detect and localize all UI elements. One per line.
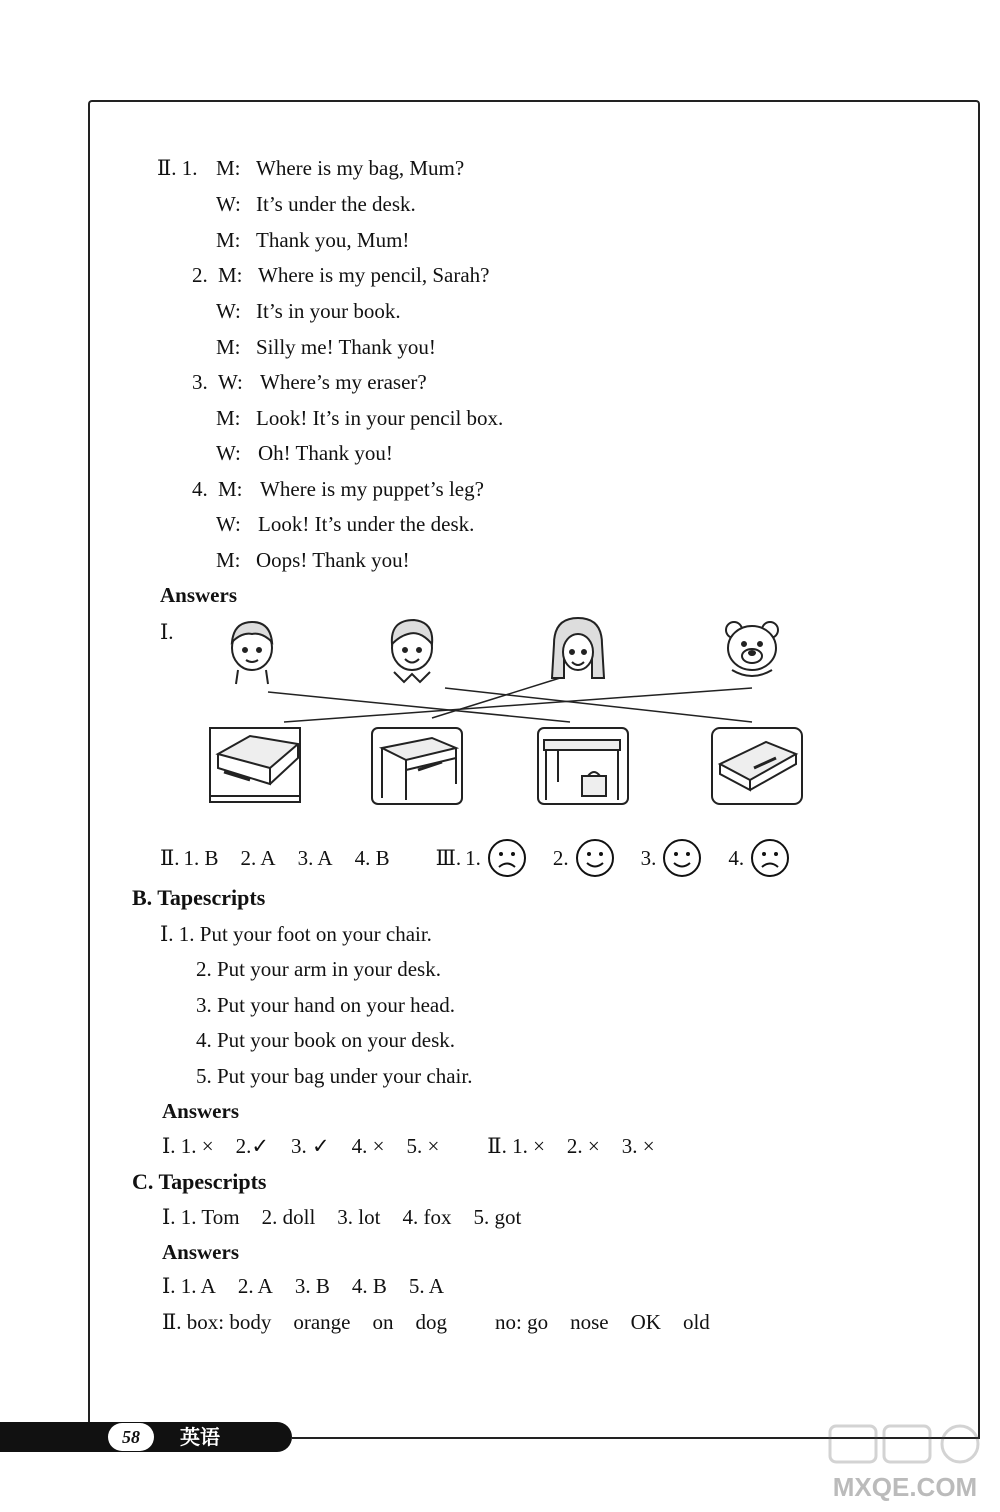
dialogue-3-num: 3. bbox=[192, 370, 208, 394]
dialogue-3-speaker: M: bbox=[216, 406, 241, 430]
answer-item: Ⅰ. 1. × bbox=[162, 1134, 214, 1158]
section-c-title: C. Tapescripts bbox=[132, 1169, 267, 1194]
section-b-item: 3. Put your hand on your head. bbox=[196, 993, 455, 1017]
answer-item: 3. B bbox=[294, 1274, 330, 1298]
answer-iii-num: 2. bbox=[552, 846, 569, 870]
dialogue-2-line-1: Where is my pencil, Sarah? bbox=[258, 263, 490, 287]
answers-ii-iii-row bbox=[160, 838, 790, 878]
answers-iii-label: Ⅲ. bbox=[435, 846, 462, 870]
dialogue-1-speaker: M: bbox=[216, 156, 241, 180]
dialogue-4-num: 4. bbox=[192, 477, 208, 501]
section-c-item: 5. got bbox=[473, 1205, 522, 1229]
answer-item: 4. × bbox=[351, 1134, 385, 1158]
answer-item: 4. B bbox=[351, 1274, 387, 1298]
dialogue-2-num: 2. bbox=[192, 263, 208, 287]
dialogue-1-num: Ⅱ. 1. bbox=[157, 156, 198, 180]
dialogue-1-line-2: It’s under the desk. bbox=[256, 192, 416, 216]
boy-2-icon bbox=[392, 620, 432, 682]
answer-item: 4. B bbox=[354, 846, 390, 870]
answer-iii-num: 3. bbox=[640, 846, 657, 870]
section-b-answers-heading: Answers bbox=[162, 1099, 239, 1123]
dialogue-4-speaker: M: bbox=[216, 548, 241, 572]
happy-face-icon bbox=[575, 838, 615, 878]
dialogue-4-speaker: M: bbox=[218, 477, 243, 501]
desk-with-bag-icon bbox=[538, 728, 628, 804]
answers-heading: Answers bbox=[160, 583, 237, 607]
matching-illustration bbox=[200, 612, 820, 812]
dialogue-1-speaker: W: bbox=[216, 192, 241, 216]
dialogue-4-line-1: Where is my puppet’s leg? bbox=[260, 477, 484, 501]
answer-item: Ⅱ. 1. × bbox=[487, 1134, 545, 1158]
section-b-item: 2. Put your arm in your desk. bbox=[196, 957, 441, 981]
dialogue-4-line-3: Oops! Thank you! bbox=[256, 548, 410, 572]
answer-item: 5. × bbox=[406, 1134, 440, 1158]
section-b-item: 4. Put your book on your desk. bbox=[196, 1028, 455, 1052]
dialogue-3-line-2: Look! It’s in your pencil box. bbox=[256, 406, 504, 430]
answer-iii-num: 4. bbox=[728, 846, 745, 870]
section-c-item: 2. doll bbox=[261, 1205, 316, 1229]
dialogue-4-speaker: W: bbox=[216, 512, 241, 536]
watermark-text: MXQE.COM bbox=[832, 1472, 978, 1502]
subject-label: 英语 bbox=[180, 1425, 220, 1449]
answer-item: dog bbox=[415, 1310, 447, 1334]
answer-item: OK bbox=[630, 1310, 661, 1334]
pencil-box-icon bbox=[712, 728, 802, 804]
boy-1-icon bbox=[232, 622, 272, 684]
answer-item: orange bbox=[293, 1310, 351, 1334]
watermark-logo bbox=[820, 1420, 990, 1506]
sad-face-icon bbox=[750, 838, 790, 878]
answer-iii-num: 1. bbox=[465, 846, 481, 870]
section-c-item: 4. fox bbox=[402, 1205, 452, 1229]
answer-item: 2.✓ bbox=[235, 1134, 269, 1158]
answer-item: 3. ✓ bbox=[291, 1134, 330, 1158]
dialogue-1-line-1: Where is my bag, Mum? bbox=[256, 156, 465, 180]
dialogue-2-speaker: W: bbox=[216, 299, 241, 323]
section-c-answers-ii-row bbox=[162, 1310, 732, 1334]
dialogue-2-speaker: M: bbox=[218, 263, 243, 287]
answer-item: 3. A bbox=[297, 846, 333, 870]
dialogue-4-line-2: Look! It’s under the desk. bbox=[258, 512, 475, 536]
girl-icon bbox=[552, 618, 604, 678]
dialogue-3-line-1: Where’s my eraser? bbox=[260, 370, 427, 394]
section-c-items-row bbox=[162, 1205, 543, 1229]
section-b-title: B. Tapescripts bbox=[132, 885, 266, 910]
answer-item: 5. A bbox=[408, 1274, 444, 1298]
teddy-bear-icon bbox=[726, 622, 778, 676]
answer-item: 3. × bbox=[621, 1134, 655, 1158]
answer-item: 2. × bbox=[566, 1134, 600, 1158]
dialogue-3-speaker: W: bbox=[216, 441, 241, 465]
dialogue-3-line-3: Oh! Thank you! bbox=[258, 441, 393, 465]
dialogue-1-speaker: M: bbox=[216, 228, 241, 252]
section-b-item: 5. Put your bag under your chair. bbox=[196, 1064, 473, 1088]
answer-item: Ⅰ. 1. A bbox=[162, 1274, 216, 1298]
answer-item: no: go bbox=[495, 1310, 549, 1334]
answer-item: Ⅱ. box: body bbox=[162, 1310, 272, 1334]
answer-item: old bbox=[682, 1310, 710, 1334]
dialogue-2-line-3: Silly me! Thank you! bbox=[256, 335, 436, 359]
section-c-item: Ⅰ. 1. Tom bbox=[162, 1205, 240, 1229]
section-b-item: Ⅰ. 1. Put your foot on your chair. bbox=[160, 922, 432, 946]
answers-ii-label: Ⅱ. bbox=[160, 846, 180, 870]
answer-item: 2. A bbox=[240, 846, 276, 870]
answer-item: on bbox=[372, 1310, 394, 1334]
answer-item: 1. B bbox=[183, 846, 219, 870]
desk-with-pencil-icon bbox=[372, 728, 462, 804]
happy-face-icon bbox=[662, 838, 702, 878]
page-number: 58 bbox=[108, 1423, 154, 1451]
section-c-answers-heading: Answers bbox=[162, 1240, 239, 1264]
section-b-answers-row bbox=[162, 1134, 677, 1158]
dialogue-2-speaker: M: bbox=[216, 335, 241, 359]
answer-item: nose bbox=[570, 1310, 609, 1334]
answer-item: 2. A bbox=[237, 1274, 273, 1298]
dialogue-1-line-3: Thank you, Mum! bbox=[256, 228, 410, 252]
sad-face-icon bbox=[487, 838, 527, 878]
dialogue-2-line-2: It’s in your book. bbox=[256, 299, 401, 323]
section-c-answers-row bbox=[162, 1274, 466, 1298]
answers-i-label: Ⅰ. bbox=[160, 620, 174, 644]
dialogue-3-speaker: W: bbox=[218, 370, 243, 394]
book-icon bbox=[210, 728, 300, 802]
match-lines bbox=[268, 678, 752, 722]
section-c-item: 3. lot bbox=[337, 1205, 381, 1229]
